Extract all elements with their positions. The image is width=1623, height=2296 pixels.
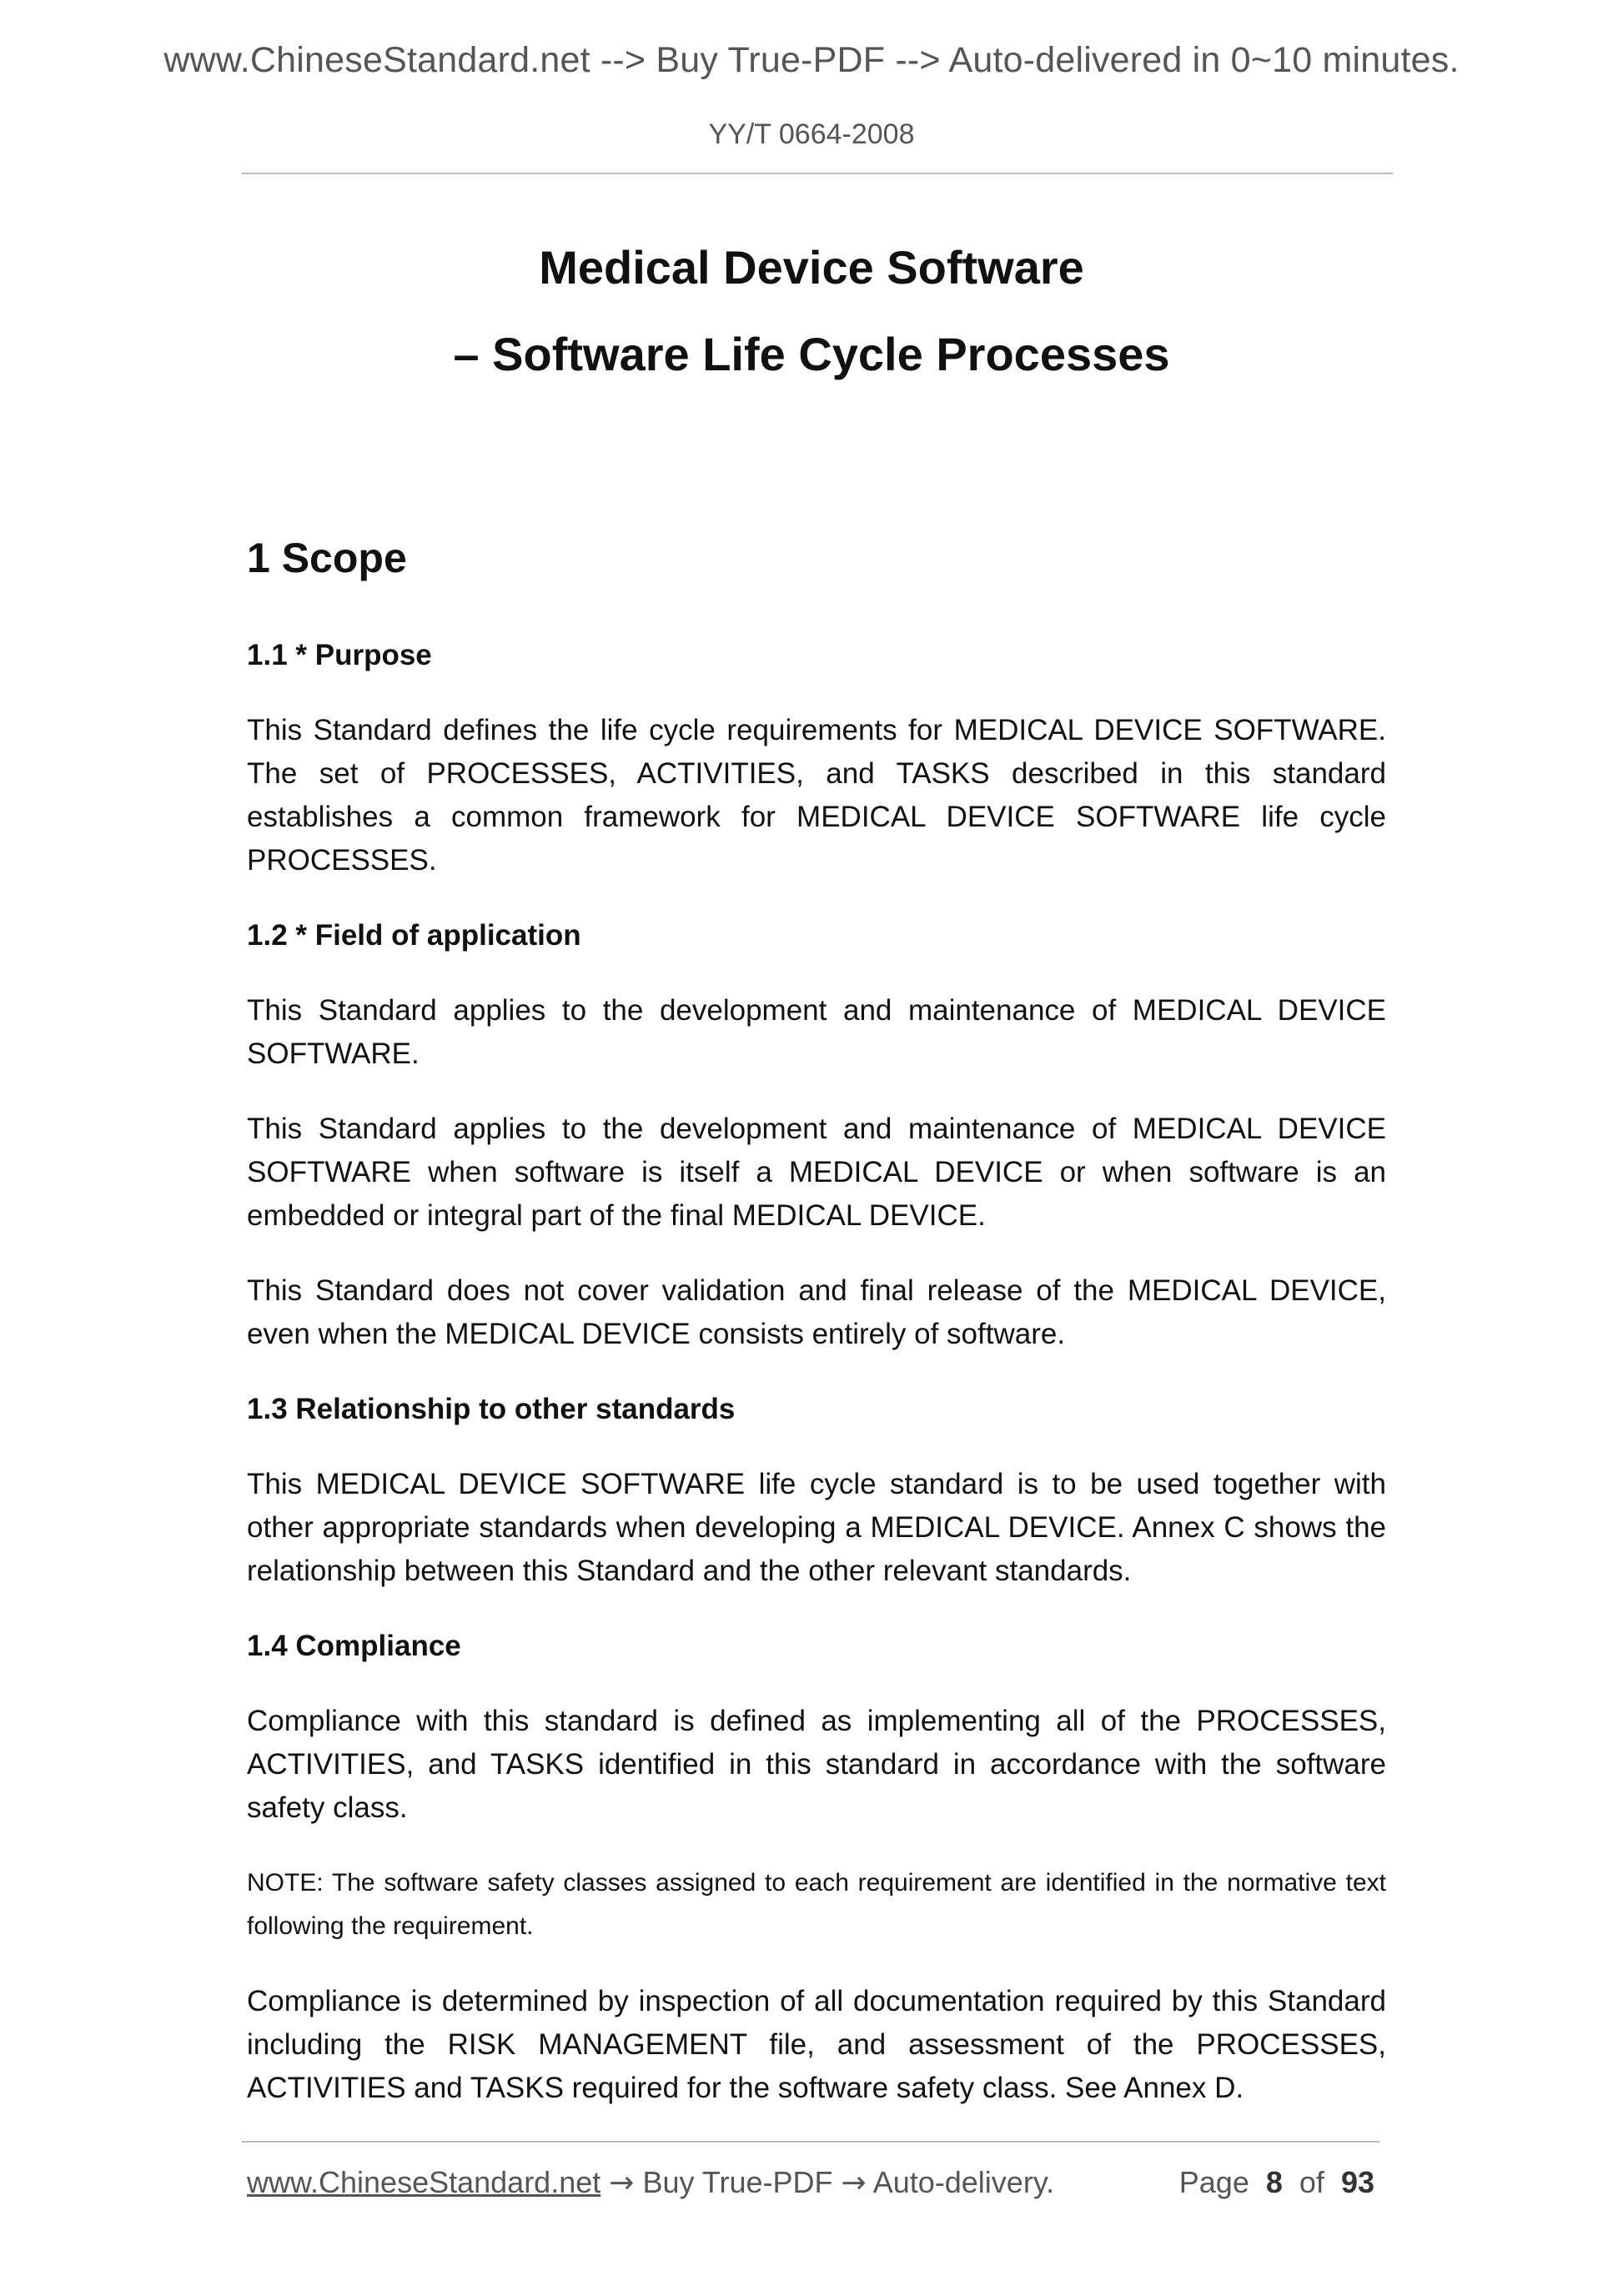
page-footer: [247, 2165, 1383, 2207]
paragraph: This Standard applies to the development and maintenance of MEDICAL DEVICE SOFTWARE when software is itself a MEDICAL DEVICE or when software is an embedded or integral part of the final MEDICAL DEVICE.: [247, 1113, 1386, 1232]
top-banner: www.ChineseStandard.net --> Buy True-PDF --> Auto-delivered in 0~10 minutes.: [163, 40, 1460, 80]
footer-promo: [247, 2165, 1054, 2200]
subsection-heading: 1.2 * Field of application: [247, 919, 581, 952]
document-title-line-2: – Software Life Cycle Processes: [453, 328, 1170, 380]
footer-site-link[interactable]: www.ChineseStandard.net: [247, 2165, 601, 2199]
paragraph: This MEDICAL DEVICE SOFTWARE life cycle standard is to be used together with other appropriate standards when developing a MEDICAL DEVICE. Annex C shows the relationship between this Standard and the other relevant standards.: [247, 1468, 1386, 1587]
total-page-count: 93: [1340, 2165, 1374, 2199]
paragraph: Compliance with this standard is defined as implementing all of the PROCESSES, ACTIVITIES, and TASKS identified in this standard in accordance with the software safety class.: [247, 1705, 1386, 1824]
document-title-line-1: Medical Device Software: [539, 241, 1084, 294]
section-heading-scope: 1 Scope: [247, 535, 407, 581]
body-content: [247, 634, 1386, 2142]
document-code: YY/T 0664-2008: [708, 118, 915, 150]
paragraph: This Standard applies to the development and maintenance of MEDICAL DEVICE SOFTWARE.: [247, 994, 1386, 1070]
arrow-right-icon: →: [841, 2166, 867, 2200]
subsection-heading: 1.1 * Purpose: [247, 639, 432, 671]
note-paragraph: NOTE: The software safety classes assigned to each requirement are identified in the normative text following the requirement.: [247, 1869, 1386, 1940]
subsection-heading: 1.4 Compliance: [247, 1630, 461, 1662]
paragraph: This Standard defines the life cycle requirements for MEDICAL DEVICE SOFTWARE. The set of PROCESSES, ACTIVITIES, and TASKS described in this standard establishes a common framework for MEDICAL DEVICE SOFTWARE life cycle PROCESSES.: [247, 714, 1386, 877]
page-indicator: [1179, 2165, 1374, 2200]
footer-buy-text: Buy True-PDF: [642, 2165, 833, 2199]
arrow-right-icon: →: [609, 2166, 635, 2200]
header-divider: [242, 173, 1393, 174]
paragraph: This Standard does not cover validation and final release of the MEDICAL DEVICE, even when the MEDICAL DEVICE consists entirely of software.: [247, 1274, 1386, 1350]
subsection-heading: 1.3 Relationship to other standards: [247, 1393, 736, 1425]
page-label: Page: [1178, 2165, 1249, 2199]
of-label: of: [1299, 2165, 1324, 2199]
footer-divider: [242, 2141, 1379, 2143]
paragraph: Compliance is determined by inspection of all documentation required by this Standard including the RISK MANAGEMENT file, and assessment of the PROCESSES, ACTIVITIES and TASKS required for the software safety class. See Annex D.: [247, 1985, 1386, 2104]
current-page-number: 8: [1265, 2165, 1283, 2199]
footer-delivery-text: Auto-delivery.: [872, 2165, 1055, 2199]
